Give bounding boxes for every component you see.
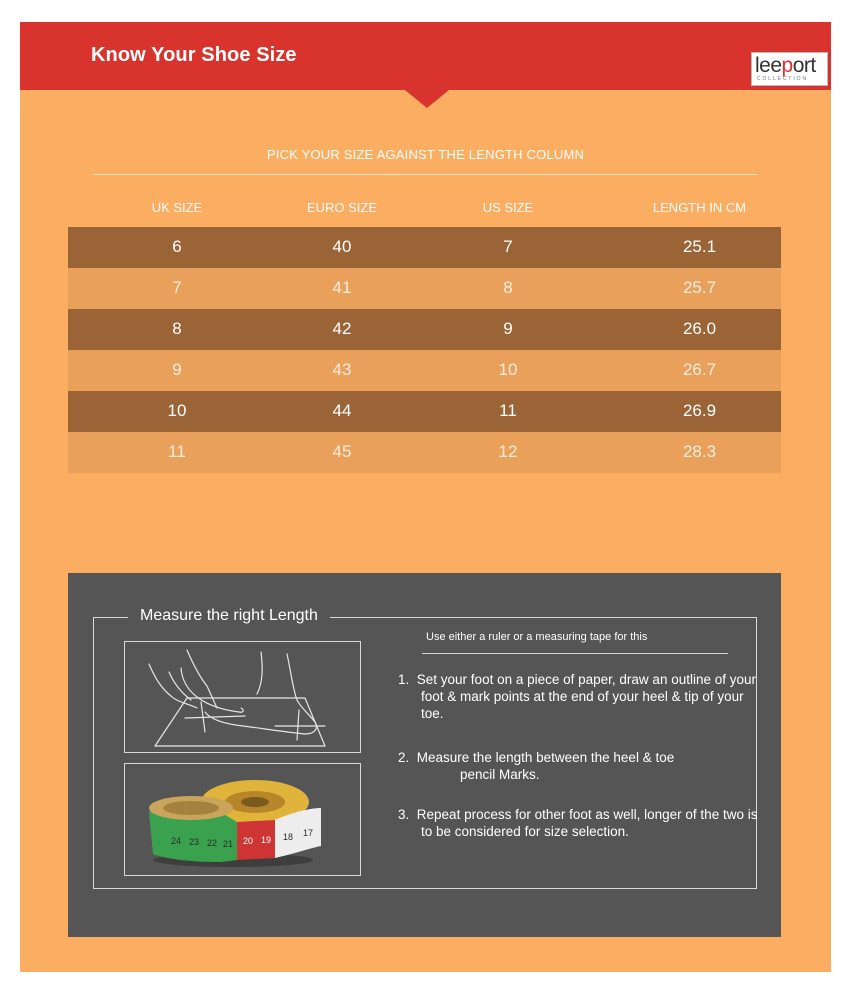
cell-euro-size: 45 bbox=[332, 442, 352, 461]
step-number: 2. bbox=[398, 750, 410, 765]
cell-euro-size: 41 bbox=[332, 278, 352, 297]
size-chart-heading: PICK YOUR SIZE AGAINST THE LENGTH COLUMN bbox=[266, 147, 585, 162]
column-header-us: US SIZE bbox=[482, 200, 534, 215]
tape-mark: 20 bbox=[243, 836, 254, 846]
header-bar bbox=[20, 22, 831, 90]
shoe-size-card bbox=[20, 22, 831, 972]
cell-us-size: 7 bbox=[503, 237, 513, 256]
page-title: Know Your Shoe Size bbox=[91, 44, 297, 66]
cell-uk-size: 11 bbox=[168, 442, 186, 461]
divider bbox=[422, 653, 728, 654]
measuring-tape-icon bbox=[125, 764, 360, 875]
table-row bbox=[68, 432, 781, 473]
brand-logo bbox=[751, 52, 828, 86]
size-table bbox=[68, 227, 781, 473]
cell-uk-size: 7 bbox=[172, 278, 182, 297]
table-row bbox=[68, 227, 781, 268]
header-notch bbox=[405, 90, 449, 108]
cell-uk-size: 9 bbox=[172, 360, 182, 379]
cell-us-size: 10 bbox=[498, 360, 518, 379]
cell-length: 28.3 bbox=[682, 442, 717, 461]
cell-us-size: 12 bbox=[498, 442, 518, 461]
table-row bbox=[68, 391, 781, 432]
tape-mark: 18 bbox=[283, 832, 294, 842]
cell-length: 26.0 bbox=[682, 319, 717, 338]
measure-title: Measure the right Length bbox=[128, 607, 330, 625]
cell-euro-size: 44 bbox=[332, 401, 352, 420]
cell-us-size: 8 bbox=[503, 278, 513, 297]
cell-euro-size: 42 bbox=[332, 319, 352, 338]
logo-wordmark: leeport bbox=[755, 54, 816, 77]
measure-panel bbox=[68, 573, 781, 937]
foot-outline-box bbox=[124, 641, 361, 753]
measure-tip: Use either a ruler or a measuring tape for this bbox=[426, 631, 648, 643]
cell-length: 25.7 bbox=[682, 278, 717, 297]
instruction-step bbox=[390, 749, 730, 783]
cell-length: 25.1 bbox=[682, 237, 717, 256]
cell-uk-size: 10 bbox=[167, 401, 187, 420]
step-text: Set your foot on a piece of paper, draw an outline of your foot & mark points at the end of your heel & tip of your toe. bbox=[416, 672, 757, 721]
table-header-row bbox=[68, 200, 781, 220]
cell-us-size: 9 bbox=[503, 319, 513, 338]
step-text: Measure the length between the heel & toe bbox=[416, 750, 675, 765]
logo-subtitle: COLLECTION bbox=[757, 76, 808, 82]
tape-mark: 17 bbox=[303, 828, 314, 838]
cell-length: 26.9 bbox=[682, 401, 717, 420]
instruction-step bbox=[398, 806, 761, 840]
tape-mark: 19 bbox=[261, 835, 272, 845]
cell-euro-size: 40 bbox=[332, 237, 352, 256]
divider bbox=[93, 174, 757, 175]
tape-mark: 22 bbox=[207, 838, 218, 848]
tape-mark: 24 bbox=[171, 836, 182, 846]
column-header-length: LENGTH IN CM bbox=[652, 200, 747, 215]
foot-outline-drawing-icon bbox=[125, 642, 360, 752]
step-text: Repeat process for other foot as well, longer of the two is to be considered for size selection. bbox=[416, 807, 758, 839]
column-header-euro: EURO SIZE bbox=[306, 200, 378, 215]
table-row bbox=[68, 350, 781, 391]
measuring-tape-box bbox=[124, 763, 361, 876]
step-text-continued: pencil Marks. bbox=[460, 767, 540, 782]
cell-uk-size: 6 bbox=[172, 237, 182, 256]
column-header-uk: UK SIZE bbox=[151, 200, 203, 215]
instruction-step bbox=[398, 671, 761, 722]
tape-mark: 23 bbox=[189, 837, 200, 847]
step-number: 1. bbox=[398, 672, 410, 687]
cell-length: 26.7 bbox=[682, 360, 717, 379]
cell-uk-size: 8 bbox=[172, 319, 182, 338]
cell-us-size: 11 bbox=[499, 401, 517, 420]
tape-mark: 21 bbox=[223, 839, 234, 849]
cell-euro-size: 43 bbox=[332, 360, 352, 379]
step-number: 3. bbox=[398, 807, 410, 822]
table-row bbox=[68, 309, 781, 350]
table-row bbox=[68, 268, 781, 309]
